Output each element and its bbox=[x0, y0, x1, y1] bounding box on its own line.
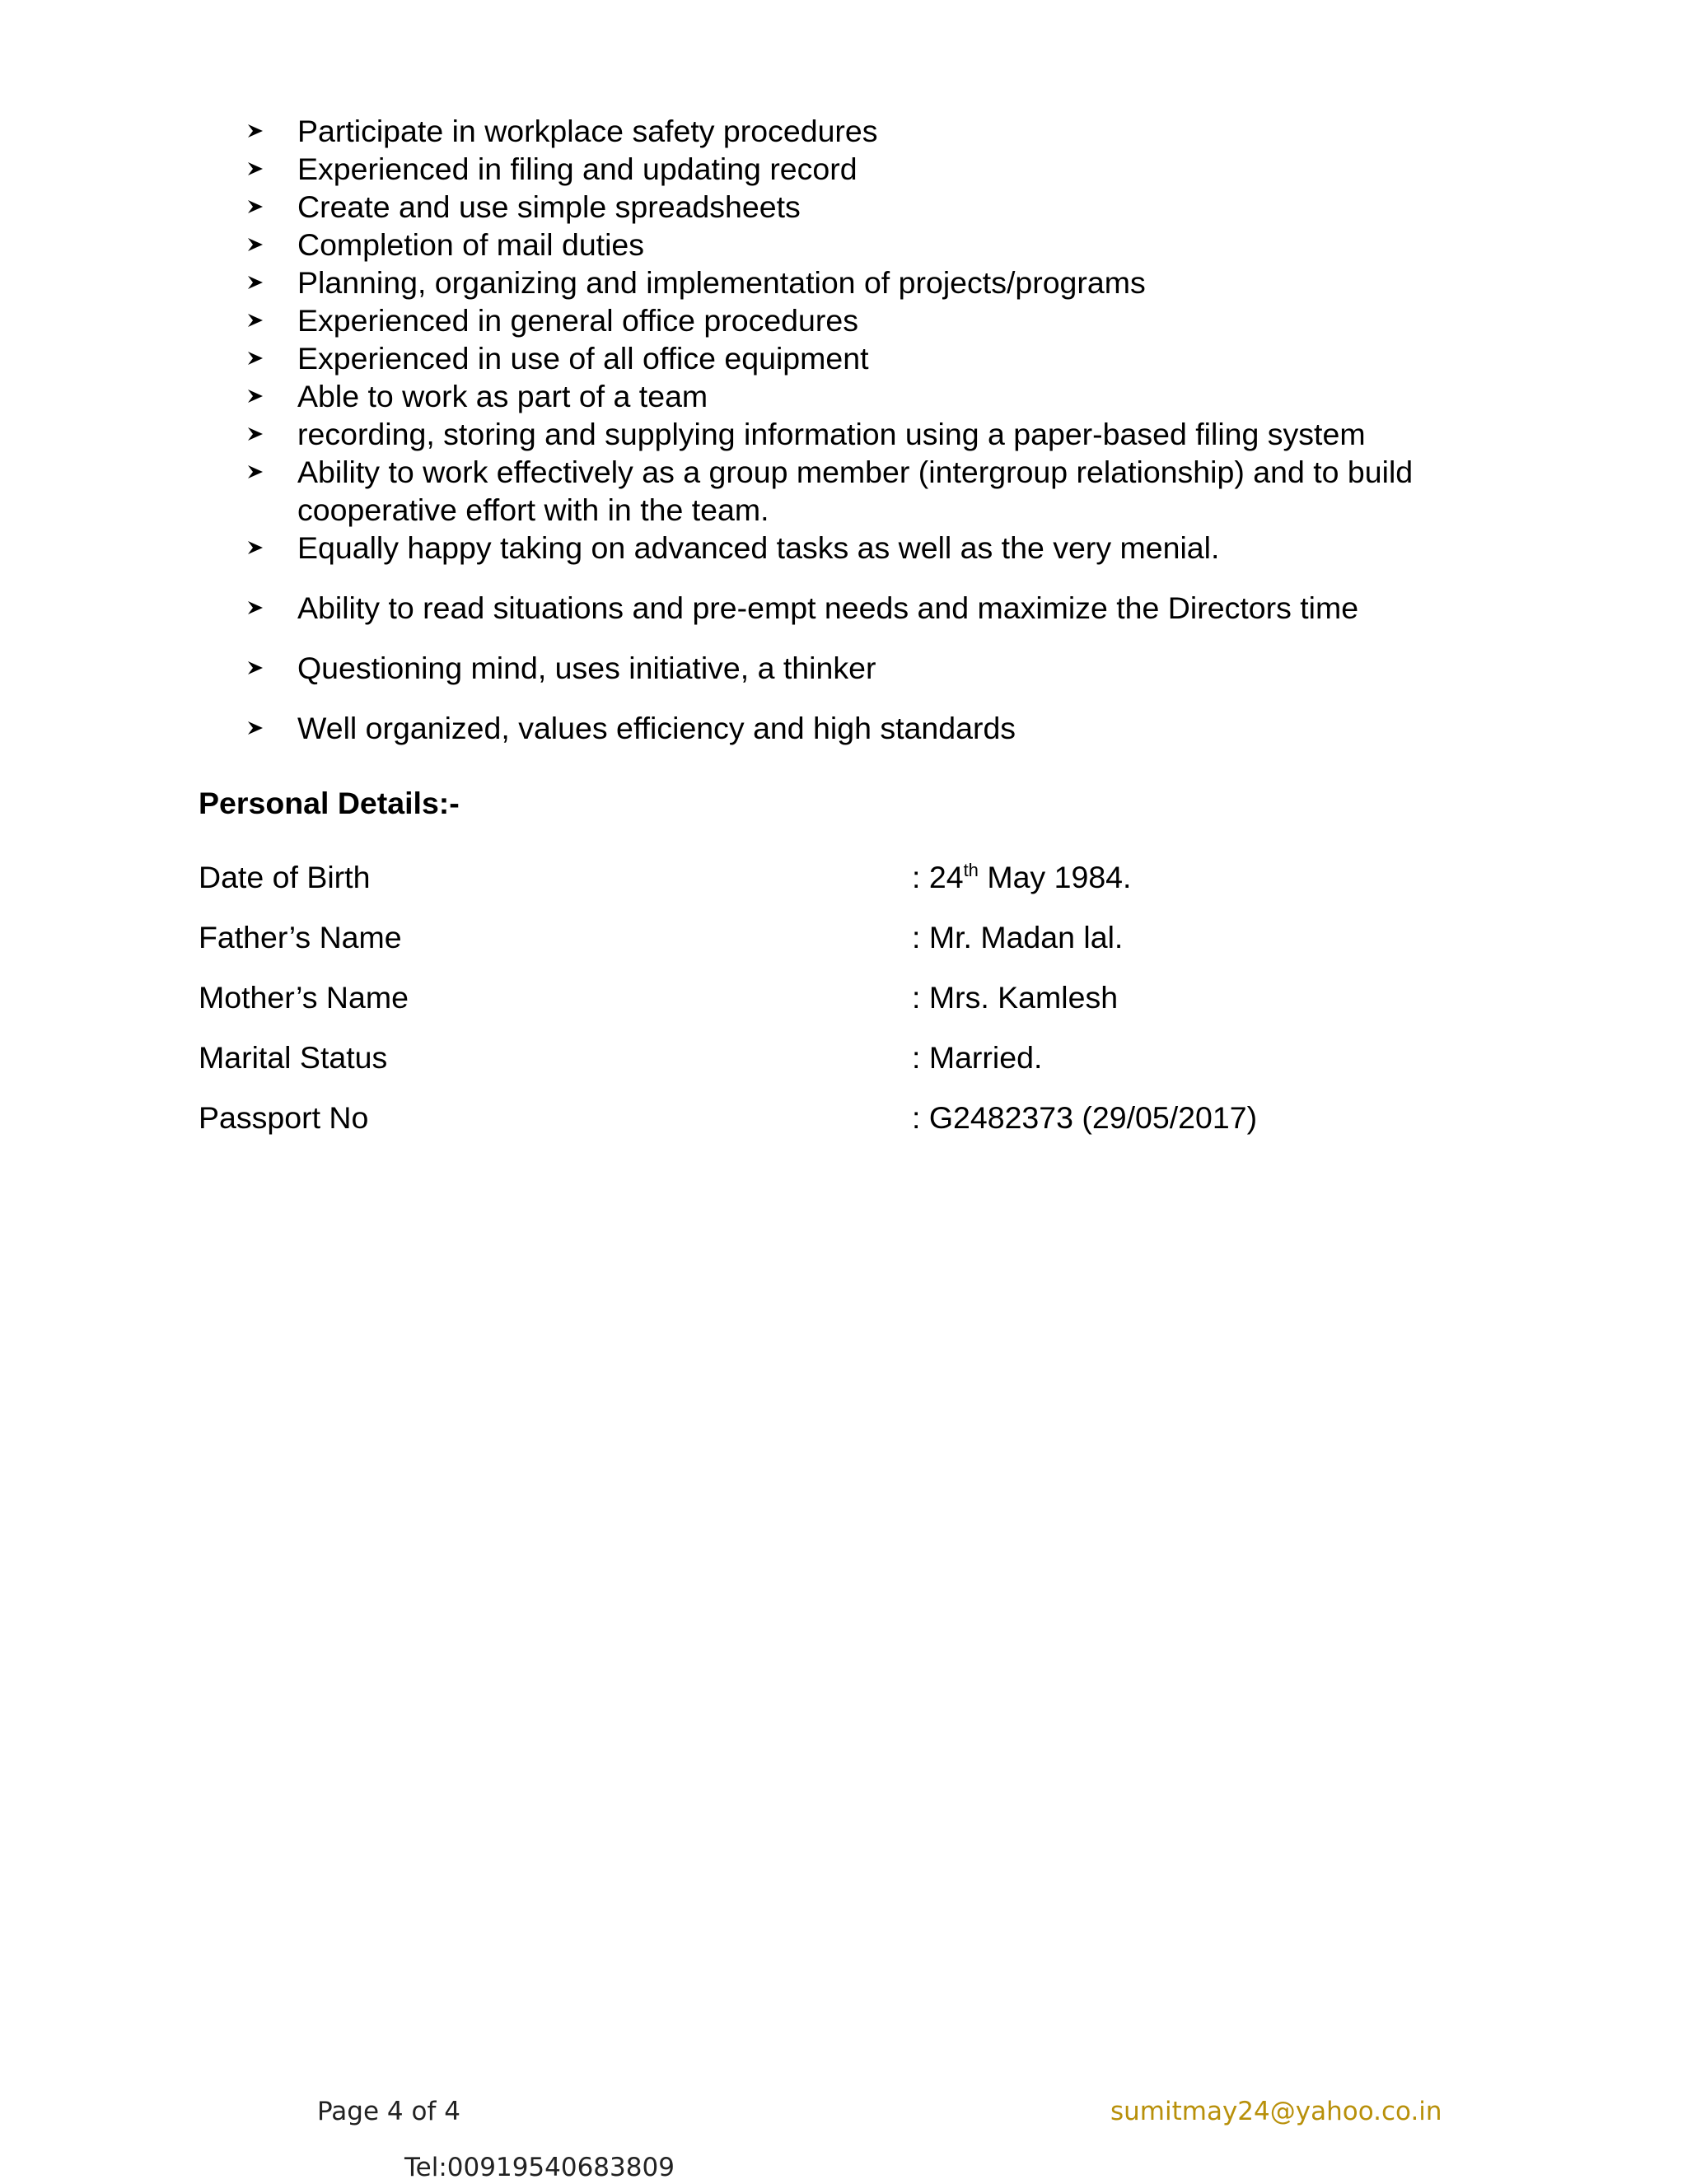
details-value: : Mr. Madan lal. bbox=[912, 920, 1124, 954]
arrowhead-bullet-icon bbox=[247, 264, 272, 301]
details-label: Father’s Name bbox=[199, 920, 402, 954]
page-number: Page 4 of 4 bbox=[317, 2097, 460, 2126]
details-row-passport-no bbox=[199, 1099, 1434, 1136]
details-label: Date of Birth bbox=[199, 860, 371, 894]
details-value: : G2482373 (29/05/2017) bbox=[912, 1100, 1258, 1135]
list-item-text: Experienced in filing and updating record bbox=[297, 152, 858, 186]
list-item-text: Equally happy taking on advanced tasks as well as the very menial. bbox=[297, 530, 1220, 565]
list-item-text: Ability to work effectively as a group member (intergroup relationship) and to build cooperative effort with in the team. bbox=[297, 455, 1414, 527]
arrowhead-bullet-icon bbox=[247, 301, 272, 339]
list-item-text: Participate in workplace safety procedures bbox=[297, 114, 878, 148]
list-item bbox=[247, 301, 1532, 339]
arrowhead-bullet-icon bbox=[247, 649, 272, 687]
list-item-text: Planning, organizing and implementation of projects/programs bbox=[297, 265, 1146, 300]
arrowhead-bullet-icon bbox=[247, 150, 272, 188]
details-row-mothers-name bbox=[199, 978, 1434, 1016]
footer-phone: Tel:00919540683809 bbox=[404, 2153, 675, 2182]
list-item-text: Well organized, values efficiency and high standards bbox=[297, 711, 1016, 745]
details-label: Passport No bbox=[199, 1100, 369, 1135]
list-item bbox=[247, 150, 1532, 188]
list-item-text: Questioning mind, uses initiative, a thinker bbox=[297, 651, 876, 685]
list-item-text: Able to work as part of a team bbox=[297, 379, 708, 413]
details-row-fathers-name bbox=[199, 918, 1434, 956]
list-item-text: Completion of mail duties bbox=[297, 227, 645, 262]
list-item bbox=[247, 188, 1532, 226]
arrowhead-bullet-icon bbox=[247, 226, 272, 264]
list-item bbox=[247, 377, 1532, 415]
list-item bbox=[247, 709, 1532, 747]
list-item bbox=[247, 649, 1532, 687]
details-label: Mother’s Name bbox=[199, 980, 409, 1015]
list-item bbox=[247, 415, 1532, 453]
arrowhead-bullet-icon bbox=[247, 339, 272, 377]
details-label: Marital Status bbox=[199, 1040, 388, 1075]
arrowhead-bullet-icon bbox=[247, 188, 272, 226]
section-title-personal-details: Personal Details:- bbox=[199, 786, 460, 820]
details-row-date-of-birth bbox=[199, 858, 1434, 896]
list-item bbox=[247, 453, 1532, 529]
list-item-text: Experienced in use of all office equipment bbox=[297, 341, 869, 376]
ordinal-suffix: th bbox=[963, 860, 979, 880]
list-item-text: recording, storing and supplying information using a paper-based filing system bbox=[297, 417, 1366, 451]
arrowhead-bullet-icon bbox=[247, 529, 272, 567]
footer-email-link[interactable]: sumitmay24@yahoo.co.in bbox=[1110, 2097, 1442, 2126]
arrowhead-bullet-icon bbox=[247, 415, 272, 453]
details-value: : Mrs. Kamlesh bbox=[912, 980, 1119, 1015]
list-item bbox=[247, 339, 1532, 377]
arrowhead-bullet-icon bbox=[247, 112, 272, 150]
details-value: : 24th May 1984. bbox=[912, 860, 1132, 894]
list-item bbox=[247, 589, 1532, 627]
list-item bbox=[247, 112, 1532, 150]
details-row-marital-status bbox=[199, 1038, 1434, 1076]
arrowhead-bullet-icon bbox=[247, 453, 272, 491]
list-item bbox=[247, 226, 1532, 264]
arrowhead-bullet-icon bbox=[247, 377, 272, 415]
list-item bbox=[247, 264, 1532, 301]
skills-list bbox=[247, 112, 1532, 747]
list-item bbox=[247, 529, 1532, 567]
arrowhead-bullet-icon bbox=[247, 709, 272, 747]
list-item-text: Experienced in general office procedures bbox=[297, 303, 858, 338]
list-item-text: Ability to read situations and pre-empt needs and maximize the Directors time bbox=[297, 590, 1359, 625]
list-item-text: Create and use simple spreadsheets bbox=[297, 189, 801, 224]
details-value: : Married. bbox=[912, 1040, 1043, 1075]
arrowhead-bullet-icon bbox=[247, 589, 272, 627]
